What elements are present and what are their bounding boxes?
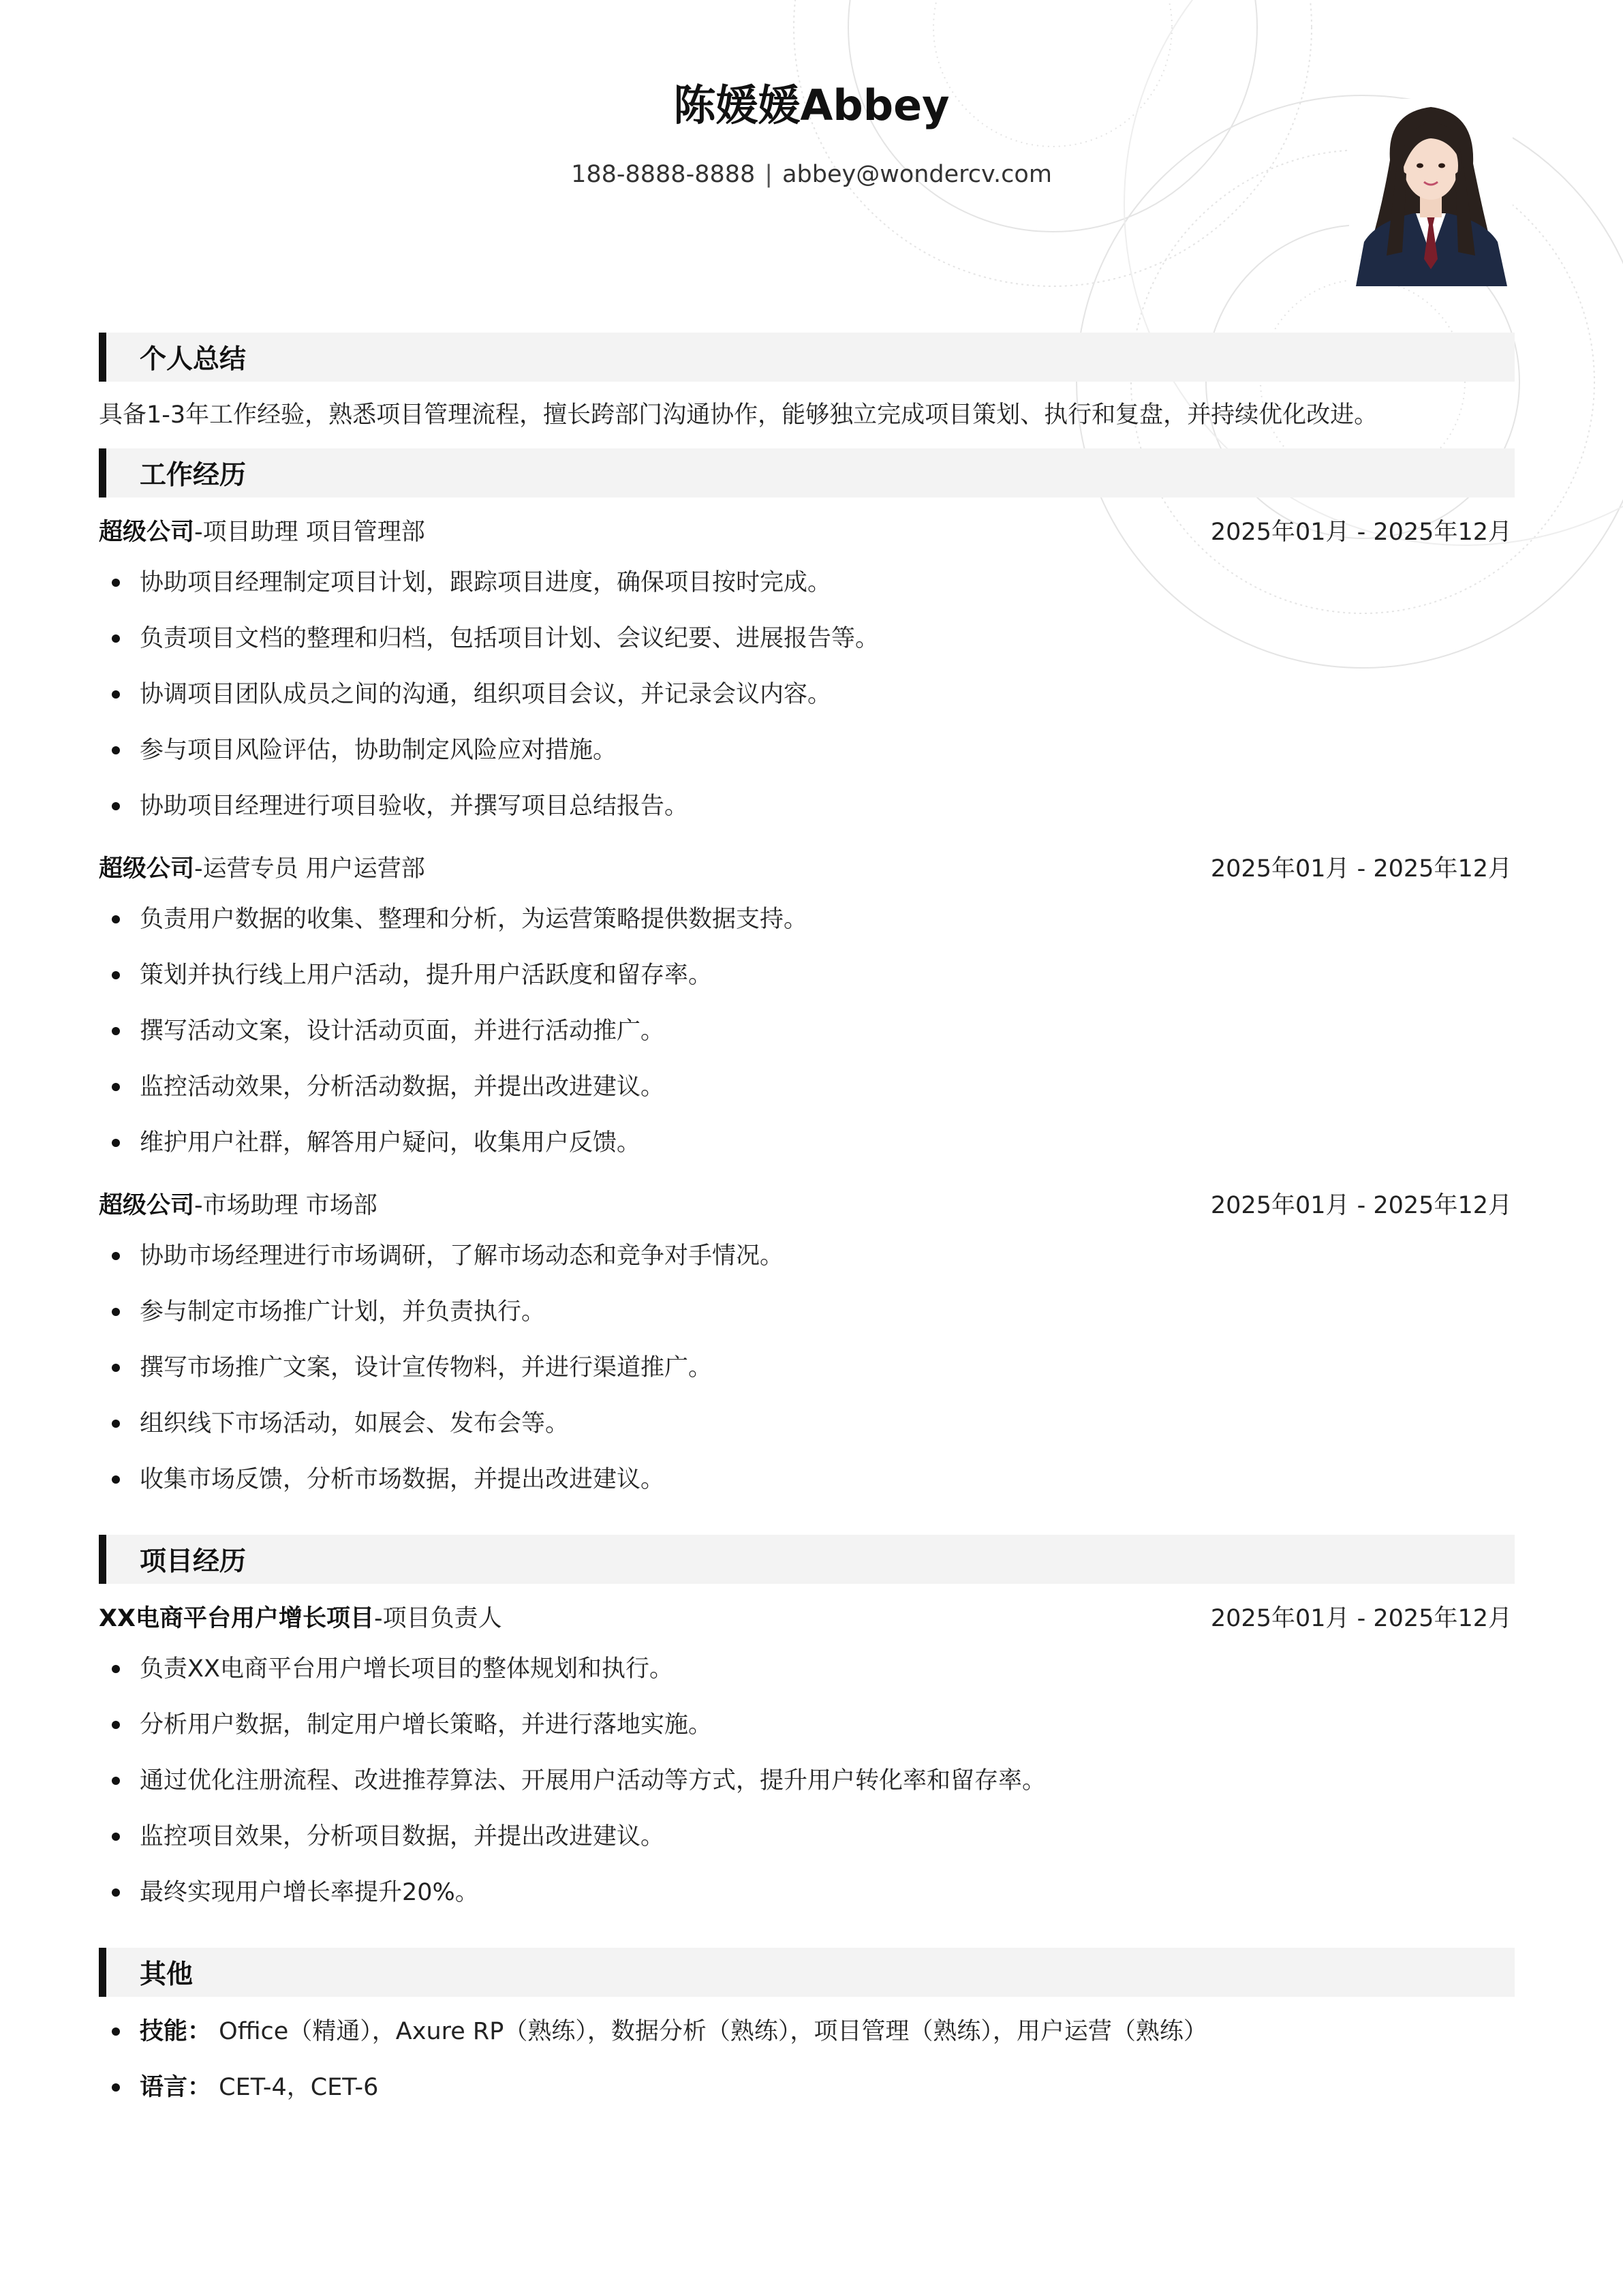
section-bar — [99, 1948, 106, 1997]
section-spacer — [99, 1507, 1515, 1535]
bullet-text: 协调项目团队成员之间的沟通，组织项目会议，并记录会议内容。 — [140, 681, 832, 708]
other-list — [99, 2004, 1515, 2115]
bullet-icon — [112, 915, 120, 923]
list-item — [99, 1452, 1515, 1507]
bullet-text: 参与项目风险评估，协助制定风险应对措施。 — [140, 737, 617, 764]
list-item — [99, 1697, 1515, 1753]
bullet-icon — [112, 1777, 120, 1785]
bullet-icon — [112, 1083, 120, 1091]
bullet-icon — [112, 1721, 120, 1729]
bullet-text: 撰写活动文案，设计活动页面，并进行活动推广。 — [140, 1017, 665, 1045]
bullet-icon — [112, 1420, 120, 1428]
entry-bullets — [99, 1641, 1515, 1920]
work-entry — [99, 515, 1515, 834]
list-item — [99, 1641, 1515, 1697]
entry-role: -运营专员 用户运营部 — [194, 855, 425, 883]
list-item — [99, 555, 1515, 611]
bullet-text: 参与制定市场推广计划，并负责执行。 — [140, 1298, 546, 1326]
section-summary-header — [99, 333, 1515, 382]
section-spacer — [99, 1920, 1515, 1948]
entry-role: -项目助理 项目管理部 — [194, 519, 425, 546]
list-item — [99, 891, 1515, 947]
bullet-icon — [112, 1833, 120, 1841]
bullet-text: 策划并执行线上用户活动，提升用户活跃度和留存率。 — [140, 962, 713, 989]
bullet-icon — [112, 1027, 120, 1035]
entry-role: -项目负责人 — [373, 1605, 502, 1632]
bullet-icon — [112, 2027, 120, 2036]
list-item — [99, 1115, 1515, 1171]
entry-header — [99, 1189, 1515, 1223]
contact-separator: | — [764, 161, 773, 188]
bullet-icon — [112, 1139, 120, 1147]
bullet-icon — [112, 579, 120, 587]
bullet-text: 负责XX电商平台用户增长项目的整体规划和执行。 — [140, 1655, 673, 1683]
bullet-text: 维护用户社群，解答用户疑问，收集用户反馈。 — [140, 1129, 641, 1157]
entry-date: 2025年01月 - 2025年12月 — [1210, 519, 1512, 546]
skills-label: 技能： — [140, 2018, 212, 2045]
entry-organization: 超级公司 — [99, 519, 195, 546]
entry-role: -市场助理 市场部 — [194, 1192, 377, 1219]
avatar-portrait-icon — [1349, 99, 1513, 286]
bullet-text: 协助市场经理进行市场调研，了解市场动态和竞争对手情况。 — [140, 1242, 784, 1270]
bullet-icon — [112, 1475, 120, 1484]
list-item — [99, 1003, 1515, 1059]
entry-header — [99, 515, 1515, 549]
bullet-icon — [112, 2083, 120, 2092]
bullet-text: 最终实现用户增长率提升20%。 — [140, 1879, 479, 1906]
entry-bullets — [99, 891, 1515, 1171]
languages-value: CET-4，CET-6 — [211, 2074, 379, 2101]
entry-header — [99, 852, 1515, 886]
candidate-name: 陈媛媛Abbey — [673, 80, 950, 130]
summary-text: 具备1-3年工作经验，熟悉项目管理流程，擅长跨部门沟通协作，能够独立完成项目策划、执行和复盘，并持续优化改进。 — [99, 401, 1378, 429]
bullet-text: 分析用户数据，制定用户增长策略，并进行落地实施。 — [140, 1711, 713, 1739]
section-title: 工作经历 — [140, 460, 247, 491]
bullet-text: 负责用户数据的收集、整理和分析，为运营策略提供数据支持。 — [140, 906, 808, 933]
bullet-text: 收集市场反馈，分析市场数据，并提出改进建议。 — [140, 1466, 665, 1493]
bullet-text: 协助项目经理进行项目验收，并撰写项目总结报告。 — [140, 793, 689, 820]
entry-header — [99, 1602, 1515, 1636]
list-item — [99, 1284, 1515, 1340]
list-item — [99, 1340, 1515, 1396]
languages-label: 语言： — [140, 2074, 212, 2101]
bullet-icon — [112, 1252, 120, 1260]
work-entry — [99, 852, 1515, 1171]
list-item — [99, 2060, 1515, 2115]
entry-date: 2025年01月 - 2025年12月 — [1210, 855, 1512, 883]
list-item — [99, 611, 1515, 667]
bullet-icon — [112, 746, 120, 754]
section-work-header — [99, 448, 1515, 498]
entry-date: 2025年01月 - 2025年12月 — [1210, 1605, 1512, 1632]
list-item — [99, 1396, 1515, 1452]
bullet-icon — [112, 1665, 120, 1673]
entry-date: 2025年01月 - 2025年12月 — [1210, 1192, 1512, 1219]
list-item — [99, 2004, 1515, 2060]
section-title: 个人总结 — [140, 344, 247, 375]
project-entry — [99, 1602, 1515, 1920]
skills-value: Office（精通），Axure RP（熟练），数据分析（熟练），项目管理（熟练），用户运营（熟练） — [211, 2018, 1207, 2045]
list-item — [99, 1809, 1515, 1865]
avatar — [1349, 99, 1513, 286]
entry-organization: 超级公司 — [99, 855, 195, 883]
work-entry — [99, 1189, 1515, 1507]
entry-organization: 超级公司 — [99, 1192, 195, 1219]
bullet-text: 通过优化注册流程、改进推荐算法、开展用户活动等方式，提升用户转化率和留存率。 — [140, 1767, 1047, 1794]
section-projects-header — [99, 1535, 1515, 1584]
entry-bullets — [99, 1228, 1515, 1507]
list-item — [99, 1865, 1515, 1920]
bullet-text: 组织线下市场活动，如展会、发布会等。 — [140, 1410, 570, 1437]
bullet-text: 负责项目文档的整理和归档，包括项目计划、会议纪要、进展报告等。 — [140, 625, 880, 652]
list-item — [99, 1059, 1515, 1115]
bullet-text: 监控活动效果，分析活动数据，并提出改进建议。 — [140, 1073, 665, 1101]
entry-bullets — [99, 555, 1515, 834]
list-item — [99, 1753, 1515, 1809]
section-other-header — [99, 1948, 1515, 1997]
bullet-icon — [112, 1308, 120, 1316]
bullet-icon — [112, 802, 120, 810]
bullet-icon — [112, 1888, 120, 1897]
bullet-text: 监控项目效果，分析项目数据，并提出改进建议。 — [140, 1823, 665, 1850]
bullet-text: 协助项目经理制定项目计划，跟踪项目进度，确保项目按时完成。 — [140, 569, 832, 596]
entry-organization: XX电商平台用户增长项目 — [99, 1605, 374, 1632]
list-item — [99, 947, 1515, 1003]
phone-number: 188-8888-8888 — [571, 161, 756, 188]
section-title: 项目经历 — [140, 1546, 247, 1577]
list-item — [99, 1228, 1515, 1284]
list-item — [99, 667, 1515, 722]
list-item — [99, 778, 1515, 834]
section-bar — [99, 448, 106, 498]
bullet-icon — [112, 634, 120, 643]
bullet-icon — [112, 1364, 120, 1372]
bullet-text: 撰写市场推广文案，设计宣传物料，并进行渠道推广。 — [140, 1354, 713, 1381]
section-title: 其他 — [140, 1959, 194, 1990]
section-bar — [99, 333, 106, 382]
resume-content — [99, 333, 1515, 2115]
email-address: abbey@wondercv.com — [782, 161, 1052, 188]
bullet-icon — [112, 690, 120, 699]
section-bar — [99, 1535, 106, 1584]
list-item — [99, 722, 1515, 778]
bullet-icon — [112, 971, 120, 979]
